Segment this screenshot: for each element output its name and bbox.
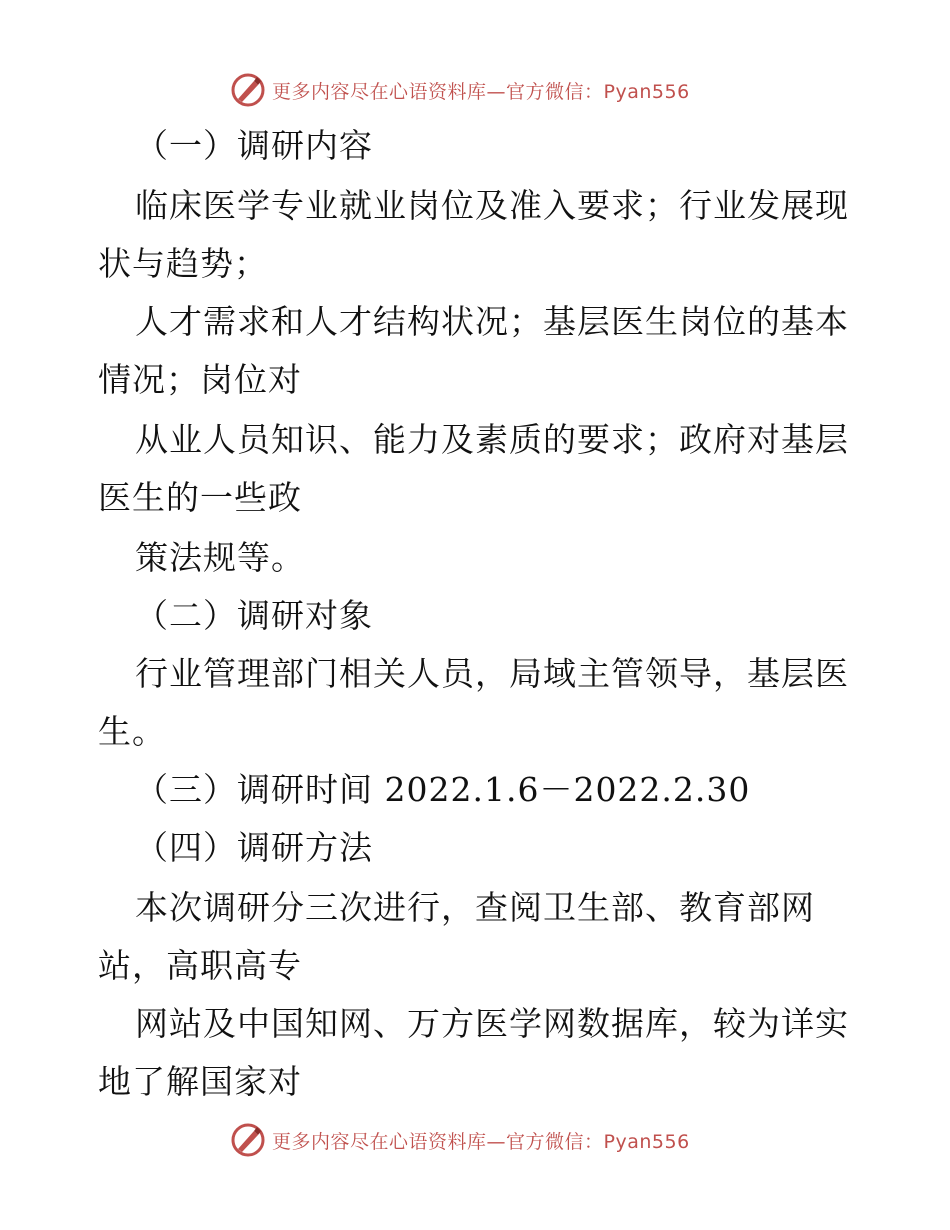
section-heading-content: （一）调研内容 [135,126,373,165]
section-heading-method: （四）调研方法 [135,828,373,867]
watermark-official-text: 官方微信： [506,1130,604,1153]
paragraph-line: 人才需求和人才结构状况；基层医生岗位的基本 [135,302,849,341]
watermark-text [272,77,690,104]
watermark-banner-top [230,70,730,110]
paragraph-line: 网站及中国知网、万方医学网数据库，较为详实 [135,1004,849,1043]
watermark-text [272,1127,690,1154]
watermark-official-text: 官方微信： [506,80,604,103]
paragraph-line: 地了解国家对 [98,1062,302,1101]
watermark-banner-bottom [230,1120,730,1160]
watermark-site-text: 更多内容尽在心语资料库— [272,80,507,103]
pen-logo-icon [230,72,266,108]
section-heading-time: （三）调研时间 2022.1.6－2022.2.30 [135,770,751,809]
paragraph-line: 医生的一些政 [98,478,302,517]
watermark-site-text: 更多内容尽在心语资料库— [272,1130,507,1153]
watermark-wechat-id: Pyan556 [603,80,690,103]
section-heading-target: （二）调研对象 [135,596,373,635]
paragraph-line: 站，高职高专 [98,946,302,985]
pen-logo-icon [230,1122,266,1158]
paragraph-line: 策法规等。 [135,538,305,577]
paragraph-line: 生。 [98,712,166,751]
paragraph-line: 行业管理部门相关人员，局域主管领导，基层医 [135,654,849,693]
paragraph-line: 本次调研分三次进行，查阅卫生部、教育部网 [135,888,815,927]
paragraph-line: 临床医学专业就业岗位及准入要求；行业发展现 [135,186,849,225]
watermark-wechat-id: Pyan556 [603,1130,690,1153]
paragraph-line: 情况；岗位对 [98,360,302,399]
paragraph-line: 从业人员知识、能力及素质的要求；政府对基层 [135,420,849,459]
paragraph-line: 状与趋势； [98,244,268,283]
